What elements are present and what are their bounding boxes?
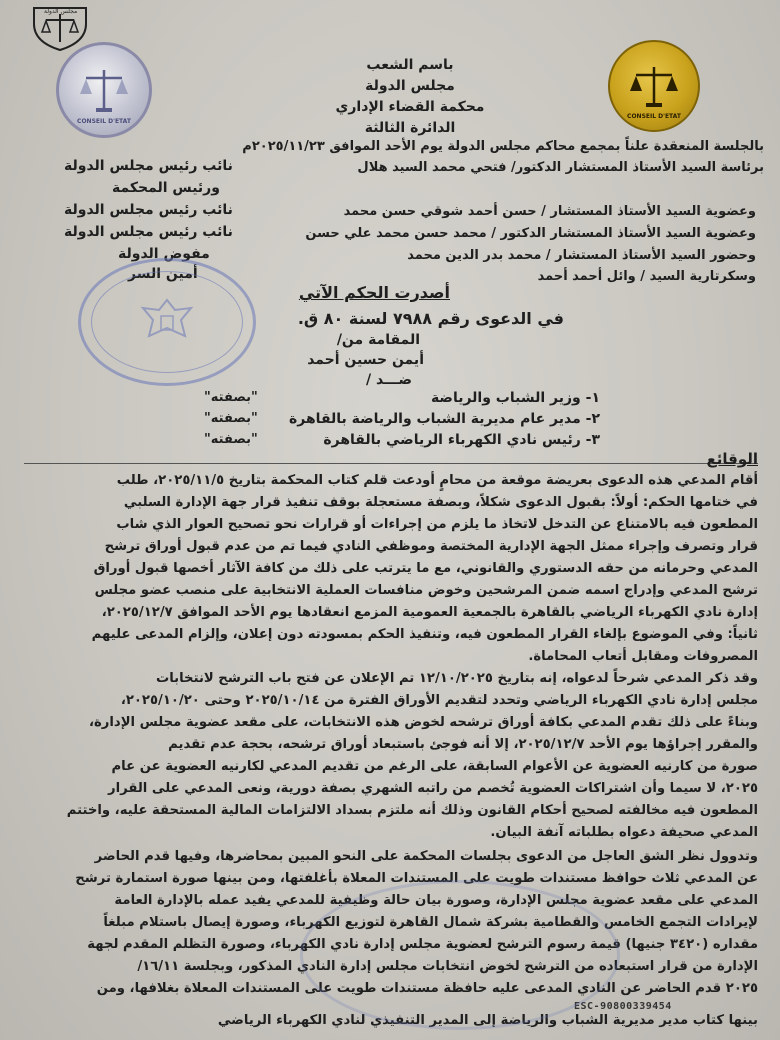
title-state-commissioner: مفوض الدولة xyxy=(118,246,210,262)
title-vice-president-2: نائب رئيس مجلس الدولة xyxy=(64,202,233,218)
bottom-stamp xyxy=(300,880,620,1030)
member-line-4: وسكرتارية السيد / وائل أحمد أحمد xyxy=(537,269,756,284)
facts-line: وقد ذكر المدعي شرحاً لدعواه، إنه بتاريخ ١٢/١٠/٢٠٢٥ تم الإعلان عن فتح باب الترشح لانتخابات xyxy=(155,671,758,686)
facts-line: أقام المدعي هذه الدعوى بعريضة موقعة من محامٍ أودعت قلم كتاب المحكمة بتاريخ ٢٠٢٥/١١/٥، طلب xyxy=(116,473,758,488)
facts-line: ترشح المدعي وإدراج اسمه ضمن المرشحين وخوض منافسات العملية الانتخابية على منصب عضو مجلس xyxy=(94,583,758,598)
header-court: محكمة القضاء الإداري xyxy=(335,99,485,115)
silver-seal xyxy=(56,42,152,138)
presidency-line: برئاسة السيد الأستاذ المستشار الدكتور/ فتحي محمد السيد هلال xyxy=(357,160,764,175)
member-line-1: وعضوية السيد الأستاذ المستشار / حسن أحمد شوقي حسن محمد xyxy=(343,204,756,219)
session-line: بالجلسة المنعقدة علناً بمجمع محاكم مجلس الدولة يوم الأحد الموافق ٢٠٢٥/١١/٢٣م xyxy=(242,139,764,154)
facts-line: ٢٠٢٥، لا سيما وأن اشتراكات العضوية تُخصم من راتبه الشهري بصفة دورية، ونعى المدعي على القرار xyxy=(108,781,758,796)
facts-line: المدعي صحيفة دعواه بطلباته آنفة البيان. xyxy=(490,825,758,840)
facts-line: وتدوول نظر الشق العاجل من الدعوى بجلسات المحكمة على النحو المبين بمحاضرها، وفيها قدم الحاضر xyxy=(94,849,758,864)
filed-by: المقامة من/ xyxy=(336,332,420,348)
header-in-the-name: باسم الشعب xyxy=(366,57,454,73)
council-logo xyxy=(30,4,90,52)
header-council: مجلس الدولة xyxy=(365,78,455,94)
title-secretary: أمين السر xyxy=(128,266,198,282)
section-divider xyxy=(24,463,758,464)
scales-icon xyxy=(74,64,134,116)
facts-line: ٢٠٢٥ قدم الحاضر عن النادي المدعى عليه حافظة مستندات طويت على المستندات المعلاة بغلافها، ومن xyxy=(96,981,758,996)
facts-heading: الوقائع xyxy=(706,450,758,468)
capacity-2: "بصفته" xyxy=(204,411,258,426)
facts-line: صورة من كارنيه العضوية عن الأعوام السابقة، على الرغم من تقديم المدعي لكارنيه العضوية عن عام xyxy=(111,759,758,774)
serial-number: ESC-90800339454 xyxy=(574,1001,672,1012)
facts-line: مقداره (٣٤٢٠ جنيها) قيمة رسوم الترشح لعضوية مجلس إدارة نادي الكهرباء، وصورة التظلم المقدم لجهة xyxy=(87,937,758,952)
facts-line: المطعون فيه مخالفته لصحيح أحكام القانون وذلك أنه ملتزم بسداد الالتزامات المالية المستحقة عليه، واختتم xyxy=(66,803,758,818)
plaintiff-name: أيمن حسين أحمد xyxy=(307,352,424,368)
facts-line: المصروفات ومقابل أتعاب المحاماة. xyxy=(528,649,758,664)
facts-line: المدعي على مقعد عضوية مجلس الإدارة، وصورة بيان حالة وظيفية للمدعي يفيد عمله بالإدارة العامة xyxy=(114,893,758,908)
facts-line: إدارة نادي الكهرباء الرياضي بالقاهرة بالجمعية العمومية المزمع انعقادها يوم الأحد الموافق ٢٠٢٥/١٢/٧، xyxy=(101,605,758,620)
title-vice-president-3: نائب رئيس مجلس الدولة xyxy=(64,224,233,240)
scales-icon xyxy=(626,61,682,111)
capacity-3: "بصفته" xyxy=(204,432,258,447)
member-line-2: وعضوية السيد الأستاذ المستشار الدكتور / محمد حسن محمد علي حسن xyxy=(305,226,756,241)
header-circuit: الدائرة الثالثة xyxy=(364,120,456,136)
title-court-president: ورئيس المحكمة xyxy=(112,180,220,196)
blue-stamp xyxy=(78,258,256,386)
case-number: في الدعوى رقم ٧٩٨٨ لسنة ٨٠ ق. xyxy=(297,309,564,328)
facts-line: ثانياً: وفي الموضوع بإلغاء القرار المطعون فيه، وتنفيذ الحكم بمسودته دون إعلان، وإلزام المدعى عليهم xyxy=(91,627,758,642)
seal-left-text: CONSEIL D'ETAT xyxy=(77,118,131,125)
ruling-heading: أصدرت الحكم الآتي xyxy=(298,283,450,302)
seal-right-text: CONSEIL D'ETAT xyxy=(627,113,681,120)
facts-line: الإدارة من قرار استبعاده من الترشح لخوض انتخابات مجلس إدارة النادي المذكور، وبجلسة ١٦/١١/ xyxy=(137,959,758,974)
facts-line: عن المدعي ثلاث حوافظ مستندات طويت على المستندات المعلاة بأغلفتها، ومن بينها صورة استمارة ترشح xyxy=(75,871,758,886)
facts-line: قرار وتصرف وإجراء ممثل الجهة الإدارية المختصة وموظفي النادي فيما تم من عدم قبول أوراق ترشح xyxy=(104,539,758,554)
against-label: ضـــد / xyxy=(366,372,412,388)
council-logo-text: مجلس الدولة xyxy=(44,8,78,15)
facts-line: المدعي وحرمانه من حقه الدستوري والقانوني، مع ما يترتب على ذلك من كافة الآثار أخصها قبول أوراق xyxy=(93,561,758,576)
facts-line: وبناءً على ذلك تقدم المدعي بكافة أوراق ترشحه لخوض هذه الانتخابات، على مقعد عضوية مجلس الإدارة، xyxy=(89,715,758,730)
defendant-3: ٣- رئيس نادي الكهرباء الرياضي بالقاهرة xyxy=(323,432,600,448)
defendant-1: ١- وزير الشباب والرياضة xyxy=(430,390,600,406)
facts-line: بينها كتاب مدير مديرية الشباب والرياضة إلى المدير التنفيذي لنادي الكهرباء الرياضي xyxy=(217,1013,758,1028)
facts-line: والمقرر إجراؤها يوم الأحد ٢٠٢٥/١٢/٧، إلا أنه فوجئ باستبعاد أوراق ترشحه، بحجة عدم تقديم xyxy=(168,737,758,752)
facts-line: في ختامها الحكم: أولاً: بقبول الدعوى شكلاً، وبصفة مستعجلة بوقف تنفيذ قرار جهة الإدارة السلبي xyxy=(123,495,758,510)
facts-line: مجلس إدارة نادي الكهرباء الرياضي وتحدد لتقديم الأوراق الفترة من ٢٠٢٥/١٠/١٤ وحتى ٢٠٢٥/١٠/٢٠، xyxy=(120,693,758,708)
facts-line: المطعون فيه بالامتناع عن التدخل لاتخاذ ما يلزم من إجراءات أو قرارات نحو تصحيح العوار الذي شاب xyxy=(116,517,758,532)
title-vice-president-1: نائب رئيس مجلس الدولة xyxy=(64,158,233,174)
capacity-1: "بصفته" xyxy=(204,390,258,405)
defendant-2: ٢- مدير عام مديرية الشباب والرياضة بالقاهرة xyxy=(289,411,600,427)
member-line-3: وحضور السيد الأستاذ المستشار / محمد بدر الدين محمد xyxy=(407,248,756,263)
gold-seal xyxy=(608,40,700,132)
facts-line: لإيرادات التجمع الخامس والقطامية بشركة شمال القاهرة لتوزيع الكهرباء، وصورة إيصال باستلام مبلغاً xyxy=(103,915,758,930)
